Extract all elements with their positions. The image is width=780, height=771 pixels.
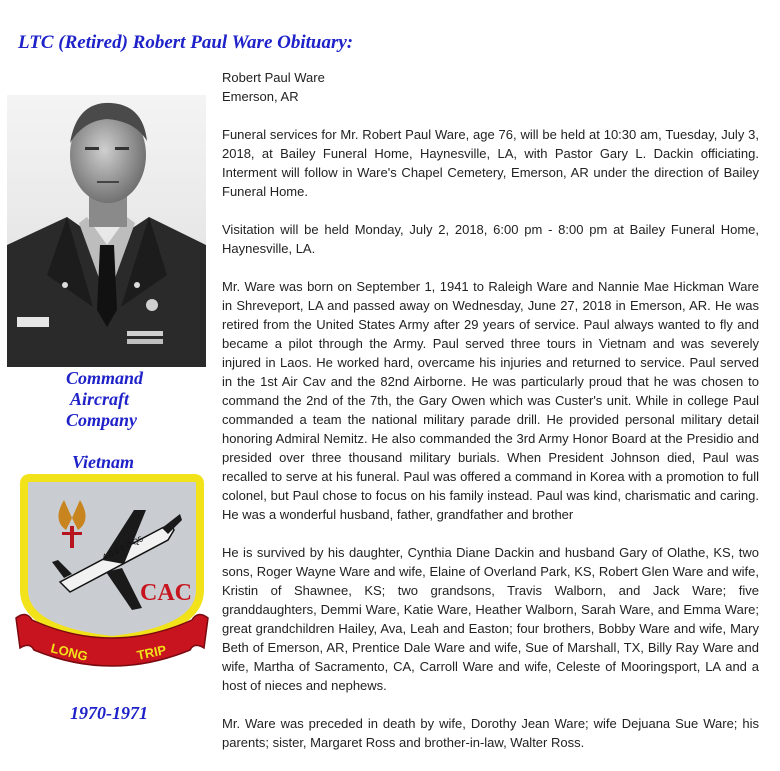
caption-line-1: Command [66, 368, 144, 388]
deceased-name: Robert Paul Ware [222, 70, 325, 85]
unit-patch [12, 470, 212, 680]
page-title: LTC (Retired) Robert Paul Ware Obituary: [18, 32, 354, 53]
obituary-header [222, 68, 759, 106]
caption-line-3: Company [66, 410, 138, 430]
deceased-location: Emerson, AR [222, 89, 299, 104]
patch-tail-number: 4 0 0 0 0 Q5 [100, 534, 145, 562]
patch-banner-right: TRIP [135, 642, 168, 663]
paragraph-funeral: Funeral services for Mr. Robert Paul Ware, age 76, will be held at 10:30 am, Tuesday, July 3, 2018, at Bailey Funeral Home, Haynesville, LA, with Pastor Gary L. Dackin officiating. Interment will follow in Ware's Chapel Cemetery, Emerson, AR under the direction of Bailey Funeral Home. [222, 127, 759, 199]
paragraph-visitation: Visitation will be held Monday, July 2, 2018, 6:00 pm - 8:00 pm at Bailey Funeral Home, Haynesville, LA. [222, 222, 759, 256]
obituary-body [222, 68, 759, 771]
paragraph-survivors: He is survived by his daughter, Cynthia Diane Dackin and husband Gary of Olathe, KS, two sons, Roger Wayne Ware and wife, Elaine of Overland Park, KS, Robert Glen Ware and wife, Kristin of Shawnee, KS; two grandsons, Travis Walborn, and Jack Ware; five granddaughters, Demmi Ware, Katie Ware, Heather Walborn, Sarah Ware, and Emma Ware; great grandchildren Hailey, Ava, Leah and Easton; four brothers, Bobby Ware and wife, Mary Beth of Emerson, AR, Prentice Dale Ware and wife, Sue of Marshall, TX, Billy Ray Ware and wife, Martha of Sacramento, CA, Carroll Ware and wife, Celeste of Mooringsport, LA and a host of nieces and nephews. [222, 545, 759, 693]
paragraph-preceded: Mr. Ware was preceded in death by wife, Dorothy Jean Ware; wife Dejuana Sue Ware; his parents; sister, Margaret Ross and brother-in-law, Walter Ross. [222, 716, 759, 750]
paragraph-biography: Mr. Ware was born on September 1, 1941 to Raleigh Ware and Nannie Mae Hickman Ware in Shreveport, LA and passed away on Wednesday, June 27, 2018 in Emerson, AR. He was retired from the United States Army after 29 years of service. Paul always wanted to fly and became a pilot through the Army. Paul served three tours in Vietnam and was severely injured in Laos. He worked hard, overcame his injuries and returned to service. Paul served in the 1st Air Cav and the 82nd Airborne. He was particularly proud that he was chosen to command the 2nd of the 7th, the Gary Owen which was Custer's unit. While in college Paul commanded a team the national military parade drill. He provided personal military detail honoring Admiral Nemitz. He also commanded the 3rd Army Honor Board at the Presidio and presided over three thousand military burials. When President Johnson died, Paul was recalled to serve at his funeral. Paul was offered a command in Korea with a promotion to full colonel, but Paul chose to focus on his family instead. Paul was kind, charismatic and caring. He was a wonderful husband, father, grandfather and brother [222, 279, 759, 522]
patch-banner-left: LONG [49, 640, 90, 664]
caption-location: Vietnam [72, 452, 135, 472]
patch-letters: CAC [140, 580, 192, 606]
caption-line-2: Aircraft [70, 389, 130, 409]
caption-years: 1970-1971 [70, 703, 148, 723]
portrait-photo [7, 95, 206, 367]
